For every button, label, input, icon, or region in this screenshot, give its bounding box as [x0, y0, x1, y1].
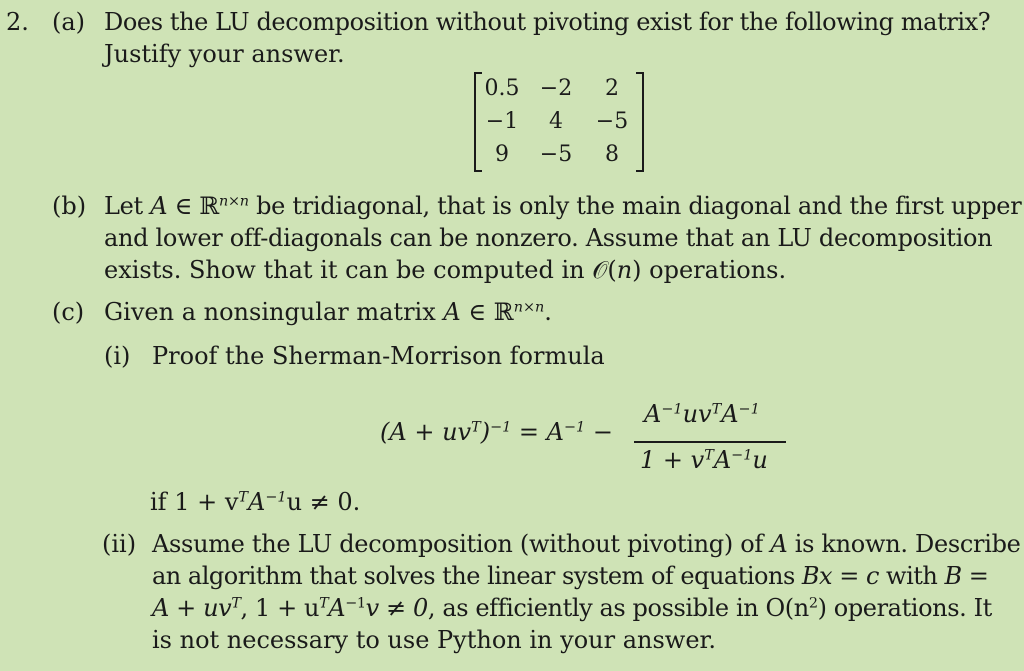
part-c-ii-line2: an algorithm that solves the linear system of equations Bx = c with B =	[152, 562, 989, 590]
matrix-cell: 4	[549, 109, 563, 134]
matrix-cell: −5	[539, 142, 573, 167]
matrix-cell: 2	[605, 76, 619, 101]
part-c-i-label: (i)	[104, 342, 131, 370]
part-c-ii-line1: Assume the LU decomposition (without pivoting) of A is known. Describe	[152, 530, 1021, 558]
matrix-cell: −2	[539, 76, 573, 101]
formula-condition: if $1 + v^TA^{-1}u \ne 0$.	[150, 488, 361, 516]
matrix-cell: −5	[595, 109, 629, 134]
formula-denominator: $1 + v^TA^{-1}u$	[640, 446, 768, 474]
matrix-right-bracket	[636, 72, 644, 172]
matrix	[474, 72, 644, 172]
matrix-cell: 8	[605, 142, 619, 167]
part-a-line1: Does the LU decomposition without pivoting exist for the following matrix?	[104, 8, 991, 36]
part-b-line1: Let A ∈ ℝ$^{n\times n}$ be tridiagonal, that is only the main diagonal and the first upper	[104, 192, 1022, 220]
formula-lhs: $(A + uv^T)^{-1} = A^{-1}$ −	[380, 418, 613, 446]
part-c-ii-line4: is not necessary to use Python in your answer.	[152, 626, 716, 654]
part-c-i-text: Proof the Sherman-Morrison formula	[152, 342, 605, 370]
fraction-bar	[634, 441, 786, 443]
part-c-label: (c)	[52, 298, 85, 326]
part-a-line2: Justify your answer.	[104, 40, 345, 68]
part-c-line1: Given a nonsingular matrix A ∈ ℝ$^{n\times n}$.	[104, 298, 552, 326]
problem-number: 2.	[6, 8, 29, 36]
matrix-cell: 9	[495, 142, 509, 167]
matrix-cell: −1	[485, 109, 519, 134]
part-c-ii-line3: $A + uv^T$, $1 + u^TA^{-1}v \ne 0$, as efficiently as possible in $O(n^2)$ operations. It	[152, 594, 992, 622]
part-b-line3: exists. Show that it can be computed in 𝒪(n) operations.	[104, 256, 787, 284]
part-a-label: (a)	[52, 8, 86, 36]
part-b-line2: and lower off-diagonals can be nonzero. Assume that an LU decomposition	[104, 224, 993, 252]
formula-numerator: $A^{-1}uv^TA^{-1}$	[644, 400, 760, 428]
matrix-cell: 0.5	[484, 76, 520, 101]
part-c-ii-label: (ii)	[102, 530, 137, 558]
part-b-label: (b)	[52, 192, 87, 220]
